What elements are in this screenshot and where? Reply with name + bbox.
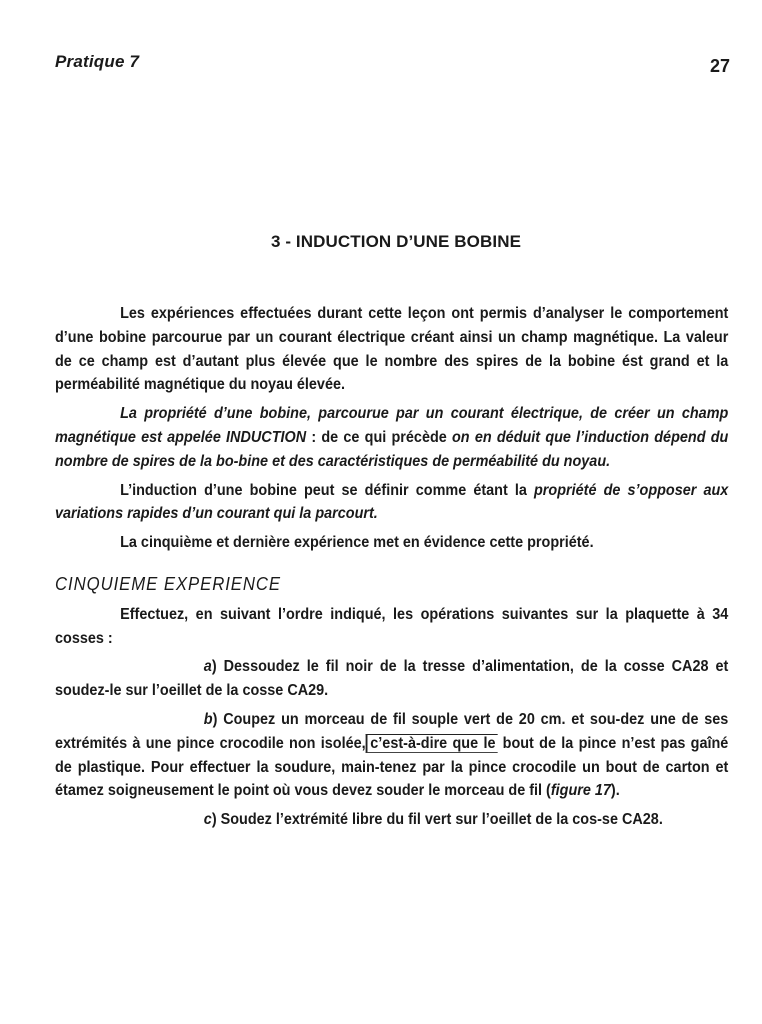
step-letter: c [203,811,212,829]
paragraph-fifth-experiment: La cinquième et dernière expérience met en évidence cette propriété. [120,534,594,552]
paragraph-definition [55,402,728,473]
body-text [55,302,728,832]
subheading: CINQUIEME EXPERIENCE [55,573,282,594]
step-a [55,655,728,703]
step-text-continued: bout de la pince n’est pas gaîné de plastique. Pour effectuer la soudure, main-tenez par la pince crocodile un bout de carton et étamez soigneusement le point où vous devez souder le morceau de fil ( [55,734,729,800]
step-text: ) Coupez un morceau de fil souple vert de 20 cm. et sou-dez une de ses extrémités à une pince crocodile non isolée, [55,710,729,752]
figure-reference: figure 17 [550,782,611,800]
step-letter: b [203,710,213,728]
step-text: ) Dessoudez le fil noir de la tresse d’alimentation, de la cosse CA28 et soudez-le sur l’oeillet de la cosse CA29. [55,658,729,700]
running-title: Pratique 7 [55,52,140,71]
page-number: 27 [709,56,730,76]
definition-roman: : de ce qui précède [306,428,447,446]
experiment-intro: Effectuez, en suivant l’ordre indiqué, les opérations suivantes sur la plaquette à 34 cosses : [55,605,729,647]
step-c [55,808,728,832]
section-title: 3 - INDUCTION D’UNE BOBINE [270,232,522,251]
induction-roman: L’induction d’une bobine peut se définir comme étant la [120,481,534,499]
step-text: ) Soudez l’extrémité libre du fil vert sur l’oeillet de la cos-se CA28. [211,811,663,829]
step-b [55,708,728,803]
definition-italic-continued: on en déduit que l’induction dépend du nombre de spires de la bo-bine et des caractéristiques de perméabilité du noyau. [55,428,729,470]
paragraph-induction [55,479,728,527]
definition-italic: La propriété d’une bobine, parcourue par un courant électrique, de créer un champ magnétique est appelée INDUCTION [55,405,729,446]
boxed-annotation: c’est-à-dire que le [366,734,498,753]
step-letter: a [203,658,212,676]
step-text-end: ). [610,782,620,800]
paragraph-intro: Les expériences effectuées durant cette leçon ont permis d’analyser le comportement d’une bobine parcourue par un courant électrique créant ainsi un champ magnétique. La valeur de ce champ est d’autant plus élevée que le nombre des spires de la bobine ést grand et la perméabilité magnétique du noyau élevée. [55,305,729,394]
induction-italic: propriété de s’opposer aux variations rapides d’un courant qui la parcourt. [55,481,729,523]
